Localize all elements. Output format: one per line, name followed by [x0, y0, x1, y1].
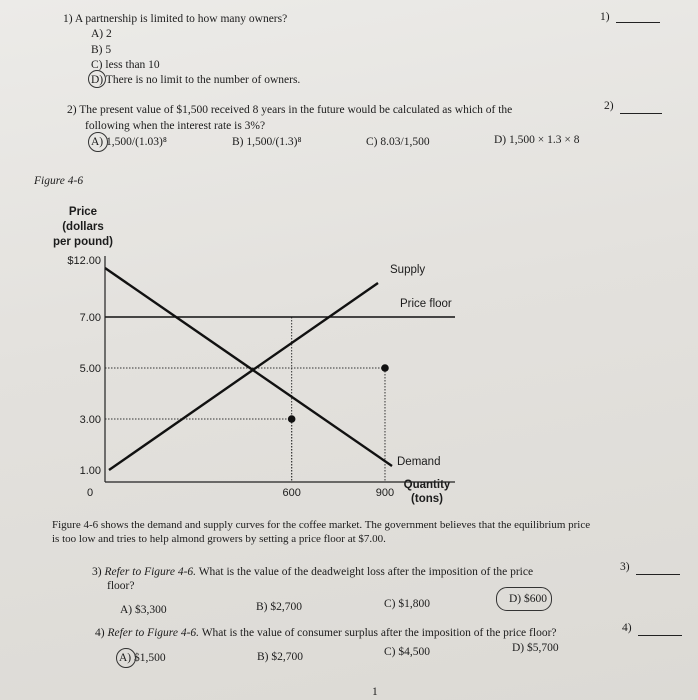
x-tick-label: 600 [282, 487, 301, 499]
demand-label: Demand [397, 456, 441, 468]
q3-answer-number: 3) [620, 561, 630, 573]
supply-label: Supply [390, 264, 426, 276]
figure-caption-line2: is too low and tries to help almond growers by setting a price floor at $7.00. [52, 533, 386, 545]
q2-option-b[interactable]: B) 1,500/(1.3)⁸ [232, 136, 302, 148]
page-number: 1 [372, 686, 378, 698]
y-tick-label: 1.00 [79, 465, 101, 477]
x-tick-labels [87, 487, 394, 499]
q4-selected-circle-mark [116, 648, 136, 668]
demand-line [105, 268, 392, 466]
y-tick-label: $12.00 [67, 255, 101, 267]
supply-line [109, 283, 378, 470]
q1-answer-number: 1) [600, 11, 610, 23]
q1-option-d[interactable]: D) There is no limit to the number of owners. [91, 74, 301, 86]
q2-answer-number: 2) [604, 100, 614, 112]
x-tick-label: 900 [375, 487, 395, 499]
q4-stem-reference: Refer to Figure 4-6. [107, 627, 200, 639]
q4-option-c[interactable]: C) $4,500 [384, 646, 430, 658]
q3-selected-circle-mark [496, 587, 552, 611]
q1-stem: 1) A partnership is limited to how many owners? [63, 13, 288, 25]
curve-labels [390, 264, 452, 468]
q1-option-b[interactable]: B) 5 [91, 44, 112, 56]
q3-option-b[interactable]: B) $2,700 [256, 601, 302, 613]
q3-stem-prefix: 3) [92, 566, 105, 578]
q2-option-a[interactable]: A) 1,500/(1.03)⁸ [91, 136, 167, 148]
q4-answer-number: 4) [622, 622, 632, 634]
x-axis-label [404, 479, 451, 505]
q3-stem-reference: Refer to Figure 4-6. [104, 566, 197, 578]
y-tick-label: 5.00 [79, 363, 101, 375]
y-axis-label-line: (dollars [62, 221, 104, 233]
q3-option-a[interactable]: A) $3,300 [120, 604, 167, 616]
q2-option-c[interactable]: C) 8.03/1,500 [366, 136, 430, 148]
q3-option-d[interactable]: D) $600 [509, 593, 548, 605]
x-axis-label-line: Quantity [403, 479, 451, 491]
q2-stem-line2: following when the interest rate is 3%? [85, 120, 266, 132]
q4-stem-prefix: 4) [95, 627, 108, 639]
q4-answer-blank[interactable] [638, 635, 682, 636]
q3-stem-line1 [92, 566, 533, 579]
figure-caption-line1: Figure 4-6 shows the demand and supply curves for the coffee market. The government believes that the equilibrium price [52, 519, 591, 531]
q1-option-c[interactable]: C) less than 10 [91, 59, 160, 71]
q1-option-a[interactable]: A) 2 [91, 28, 112, 40]
data-point [381, 364, 389, 372]
y-axis-label-line: per pound) [52, 236, 114, 248]
y-tick-labels [67, 255, 101, 477]
q2-option-d[interactable]: D) 1,500 × 1.3 × 8 [494, 134, 580, 146]
q4-stem-rest: What is the value of consumer surplus after the imposition of the price floor? [199, 627, 557, 639]
guide-lines [105, 317, 385, 482]
q4-option-b[interactable]: B) $2,700 [257, 651, 303, 663]
q4-option-a[interactable]: A) $1,500 [119, 652, 166, 664]
q3-stem-rest: What is the value of the deadweight loss after the imposition of the price [196, 566, 534, 578]
x-tick-label: 0 [86, 487, 94, 499]
data-point [288, 415, 296, 423]
y-axis-label [53, 206, 113, 248]
x-axis-label-line: (tons) [411, 493, 443, 505]
q4-stem-line1 [95, 627, 557, 640]
q3-option-c[interactable]: C) $1,800 [384, 598, 430, 610]
y-axis-label-line: Price [68, 206, 98, 218]
q4-option-d[interactable]: D) $5,700 [512, 642, 559, 654]
q2-stem-line1: 2) The present value of $1,500 received 8 years in the future would be calculated as which of the [67, 104, 513, 116]
data-points [288, 364, 389, 423]
q3-stem-line2: floor? [107, 580, 135, 592]
q3-answer-blank[interactable] [636, 574, 680, 575]
figure-label: Figure 4-6 [34, 175, 84, 187]
y-tick-label: 7.00 [79, 312, 101, 324]
price-floor-label: Price floor [400, 298, 452, 310]
y-tick-label: 3.00 [79, 414, 101, 426]
